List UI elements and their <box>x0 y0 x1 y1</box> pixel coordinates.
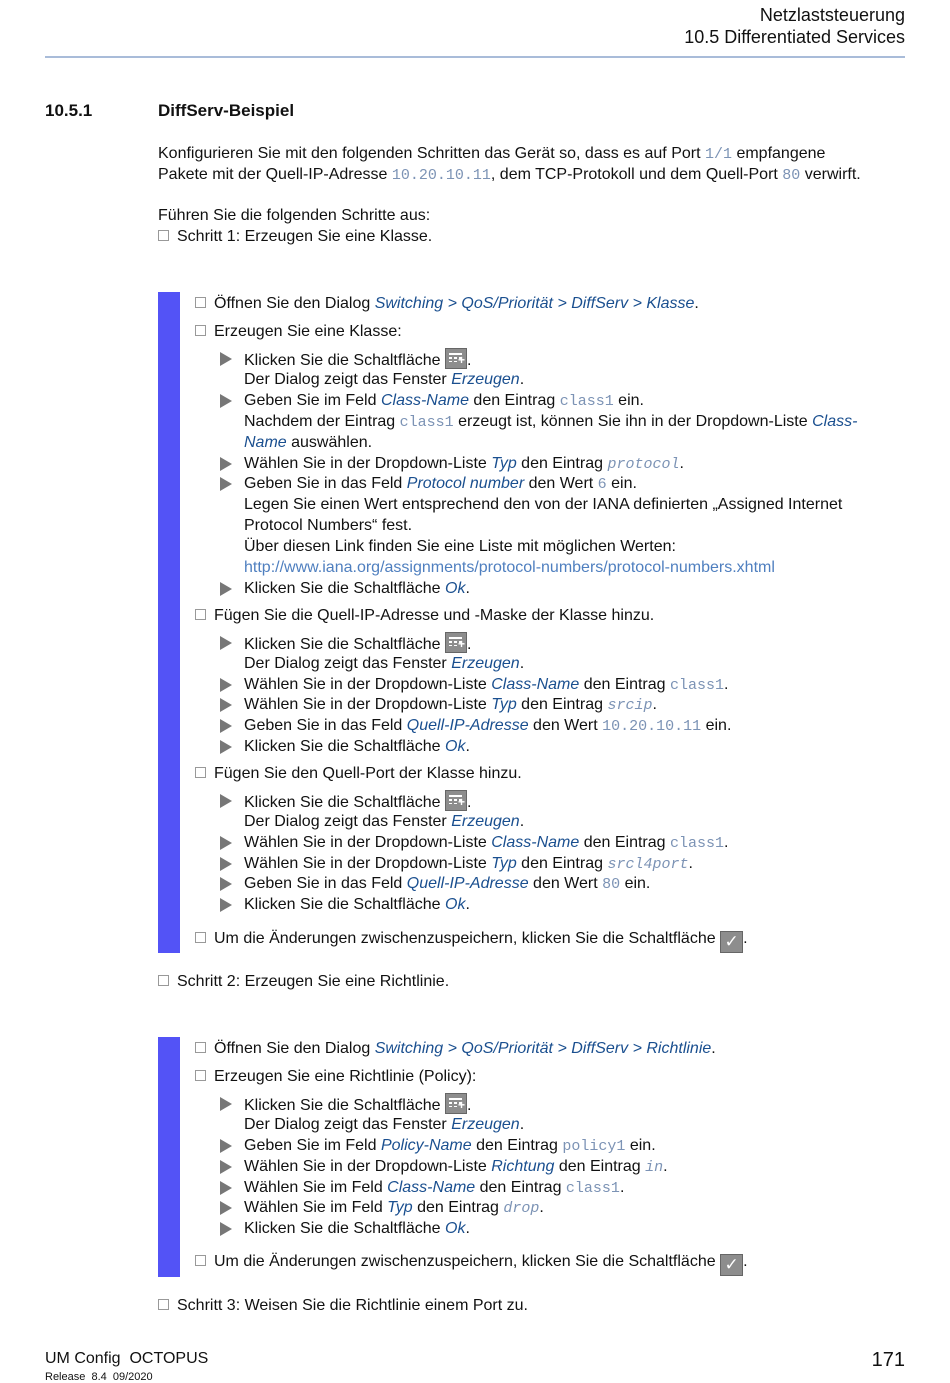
field-name: Typ <box>491 855 517 872</box>
substep-note: Der Dialog zeigt das Fenster Erzeugen. <box>244 655 525 672</box>
window-name: Erzeugen <box>451 1116 520 1133</box>
field-name: Quell-IP-Adresse <box>406 875 529 892</box>
text: ein. <box>701 717 732 734</box>
text: den Eintrag <box>475 1179 566 1196</box>
steps-intro: Führen Sie die folgenden Schritte aus: <box>158 207 431 224</box>
text: Geben Sie im Feld <box>244 1137 381 1154</box>
value: class1 <box>399 414 454 431</box>
field-name: Richtung <box>491 1158 555 1175</box>
arrow-icon <box>220 1201 232 1215</box>
field-name: Class-Name <box>491 676 580 693</box>
substep: Klicken Sie die Schaltfläche Ok. <box>220 736 470 757</box>
text: Um die Änderungen zwischenzuspeichern, klicken Sie die Schaltfläche <box>214 1253 721 1270</box>
text: Öffnen Sie den Dialog <box>214 295 375 312</box>
create-table-icon <box>445 348 467 369</box>
value: drop <box>503 1200 540 1217</box>
text: ein. <box>613 392 644 409</box>
header-section: 10.5 Differentiated Services <box>684 27 905 47</box>
checkbox-icon <box>195 1070 206 1081</box>
substep-note: Protocol Numbers“ fest. <box>244 517 413 534</box>
field-name: Class- <box>812 413 858 430</box>
window-name: Erzeugen <box>451 813 520 830</box>
dialog-path: Switching > QoS/Priorität > DiffServ > Klasse <box>374 295 695 312</box>
srcport-value: 80 <box>782 167 801 184</box>
substep: Klicken Sie die Schaltfläche +. <box>220 1093 471 1116</box>
arrow-icon <box>220 857 232 871</box>
substep-note: Der Dialog zeigt das Fenster Erzeugen. <box>244 813 525 830</box>
button-name: Ok <box>445 1220 466 1237</box>
header-chapter: Netzlaststeuerung <box>759 5 905 25</box>
value: 80 <box>602 876 621 893</box>
value: protocol <box>607 456 680 473</box>
arrow-icon <box>220 1160 232 1174</box>
text: Der Dialog zeigt das Fenster <box>244 1116 452 1133</box>
text: Klicken Sie die Schaltfläche <box>244 636 445 653</box>
open-dialog-class: Öffnen Sie den Dialog Switching > QoS/Priorität > DiffServ > Klasse. <box>195 293 699 314</box>
arrow-icon <box>220 394 232 408</box>
button-name: Ok <box>445 896 466 913</box>
substep: Klicken Sie die Schaltfläche Ok. <box>220 1218 470 1239</box>
value: srcl4port <box>607 856 689 873</box>
text: Wählen Sie in der Dropdown-Liste <box>244 1158 492 1175</box>
arrow-icon <box>220 898 232 912</box>
substep <box>220 390 644 412</box>
field-name: Typ <box>491 696 517 713</box>
arrow-icon <box>220 1222 232 1236</box>
field-name: Name <box>244 434 287 451</box>
substep: Klicken Sie die Schaltfläche +. <box>220 632 471 655</box>
text: den Eintrag <box>579 834 670 851</box>
text: Wählen Sie im Feld <box>244 1199 388 1216</box>
substep-note <box>244 432 372 453</box>
header-divider <box>45 56 905 58</box>
intro-line-2 <box>158 164 861 186</box>
text: Fügen Sie die Quell-IP-Adresse und -Maske der Klasse hinzu. <box>214 607 655 624</box>
intro-line-1 <box>158 143 825 165</box>
step-label: Schritt 2: Erzeugen Sie eine Richtlinie. <box>177 973 450 990</box>
arrow-icon <box>220 1181 232 1195</box>
button-name: Ok <box>445 580 466 597</box>
substep-note: Legen Sie einen Wert entsprechend den von der IANA definierten „Assigned Internet <box>244 496 843 513</box>
arrow-icon <box>220 719 232 733</box>
text: Klicken Sie die Schaltfläche <box>244 1097 445 1114</box>
text: ein. <box>606 475 637 492</box>
checkbox-icon <box>158 230 169 241</box>
create-table-icon <box>445 1093 467 1114</box>
substep-note: Der Dialog zeigt das Fenster Erzeugen. <box>244 1116 525 1133</box>
intro-text: Pakete mit der Quell-IP-Adresse <box>158 166 392 183</box>
field-name: Policy-Name <box>380 1137 472 1154</box>
ip-value: 10.20.10.11 <box>391 167 491 184</box>
checkmark-icon: ✓ <box>720 931 743 953</box>
text: Um die Änderungen zwischenzuspeichern, klicken Sie die Schaltfläche <box>214 930 721 947</box>
text: auswählen. <box>286 434 373 451</box>
step-1 <box>158 226 432 247</box>
text: erzeugt ist, können Sie ihn in der Dropdown-Liste <box>453 413 813 430</box>
checkbox-icon <box>195 1255 206 1266</box>
arrow-icon <box>220 740 232 754</box>
checkbox-icon <box>195 932 206 943</box>
text: Öffnen Sie den Dialog <box>214 1040 375 1057</box>
text: Nachdem der Eintrag <box>244 413 400 430</box>
value: 10.20.10.11 <box>602 718 702 735</box>
page-number: 171 <box>871 1349 905 1371</box>
field-name: Typ <box>491 455 517 472</box>
value: in <box>645 1159 664 1176</box>
intro-text: Konfigurieren Sie mit den folgenden Schritten das Gerät so, dass es auf Port <box>158 145 705 162</box>
arrow-icon <box>220 1139 232 1153</box>
substep: Wählen Sie in der Dropdown-Liste Typ den Eintrag protocol. <box>220 453 684 475</box>
text: den Eintrag <box>516 696 608 713</box>
value: class1 <box>669 677 724 694</box>
arrow-icon <box>220 1097 232 1111</box>
text: Wählen Sie im Feld <box>244 1179 388 1196</box>
checkbox-icon <box>195 325 206 336</box>
text: Klicken Sie die Schaltfläche <box>244 794 445 811</box>
port-value: 1/1 <box>704 146 732 163</box>
text: Erzeugen Sie eine Klasse: <box>214 323 402 340</box>
arrow-icon <box>220 698 232 712</box>
text: Klicken Sie die Schaltfläche <box>244 580 445 597</box>
substep: Wählen Sie im Feld Typ den Eintrag drop. <box>220 1197 544 1219</box>
instruction-bar <box>158 1037 180 1277</box>
iana-link[interactable]: http://www.iana.org/assignments/protocol-numbers/protocol-numbers.xhtml <box>244 559 775 576</box>
field-name: Protocol number <box>406 475 525 492</box>
value: class1 <box>565 1180 620 1197</box>
text: Der Dialog zeigt das Fenster <box>244 813 452 830</box>
step-label: Schritt 1: Erzeugen Sie eine Klasse. <box>177 228 433 245</box>
footer-manual: UM Config OCTOPUS <box>45 1350 209 1367</box>
text: den Wert <box>528 875 603 892</box>
checkbox-icon <box>195 1042 206 1053</box>
create-policy <box>195 1066 476 1087</box>
text: Geben Sie in das Feld <box>244 717 407 734</box>
add-source-port <box>195 763 522 784</box>
checkbox-icon <box>195 609 206 620</box>
dialog-path: Switching > QoS/Priorität > DiffServ > Richtlinie <box>374 1040 712 1057</box>
text: den Eintrag <box>554 1158 646 1175</box>
create-class <box>195 321 402 342</box>
text: ein. <box>625 1137 656 1154</box>
text: Erzeugen Sie eine Richtlinie (Policy): <box>214 1068 477 1085</box>
arrow-icon <box>220 678 232 692</box>
step-2 <box>158 971 449 992</box>
text: den Eintrag <box>412 1199 504 1216</box>
arrow-icon <box>220 477 232 491</box>
checkbox-icon <box>195 767 206 778</box>
value: policy1 <box>562 1138 626 1155</box>
text: Klicken Sie die Schaltfläche <box>244 896 445 913</box>
substep <box>220 873 650 895</box>
text: Klicken Sie die Schaltfläche <box>244 352 445 369</box>
substep: Wählen Sie in der Dropdown-Liste Class-Name den Eintrag class1. <box>220 832 728 854</box>
window-name: Erzeugen <box>451 655 520 672</box>
arrow-icon <box>220 582 232 596</box>
arrow-icon <box>220 457 232 471</box>
text: den Eintrag <box>516 455 608 472</box>
save-changes: Um die Änderungen zwischenzuspeichern, klicken Sie die Schaltfläche ✓ . <box>195 1251 748 1276</box>
field-name: Class-Name <box>380 392 469 409</box>
substep: Wählen Sie im Feld Class-Name den Eintrag class1. <box>220 1177 624 1199</box>
text: den Eintrag <box>579 676 670 693</box>
text: Klicken Sie die Schaltfläche <box>244 1220 445 1237</box>
substep: Klicken Sie die Schaltfläche +. <box>220 348 471 371</box>
save-changes: Um die Änderungen zwischenzuspeichern, klicken Sie die Schaltfläche ✓ . <box>195 928 748 953</box>
substep-note: Der Dialog zeigt das Fenster Erzeugen. <box>244 371 525 388</box>
section-title: DiffServ-Beispiel <box>158 101 295 120</box>
value: class1 <box>669 835 724 852</box>
text: den Eintrag <box>468 392 560 409</box>
text: den Eintrag <box>516 855 608 872</box>
text: Fügen Sie den Quell-Port der Klasse hinzu. <box>214 765 522 782</box>
substep <box>220 715 731 737</box>
checkbox-icon <box>158 1299 169 1310</box>
text: Klicken Sie die Schaltfläche <box>244 738 445 755</box>
intro-text: , dem TCP-Protokoll und dem Quell-Port <box>490 166 783 183</box>
create-table-icon <box>445 632 467 653</box>
text: den Wert <box>524 475 598 492</box>
substep: Klicken Sie die Schaltfläche Ok. <box>220 894 470 915</box>
substep: Wählen Sie in der Dropdown-Liste Typ den Eintrag srcip. <box>220 694 657 716</box>
text: ein. <box>620 875 651 892</box>
field-name: Typ <box>387 1199 413 1216</box>
section-number: 10.5.1 <box>45 101 93 120</box>
substep: Wählen Sie in der Dropdown-Liste Typ den Eintrag srcl4port. <box>220 853 693 875</box>
intro-text: empfangene <box>732 145 826 162</box>
field-name: Class-Name <box>491 834 580 851</box>
value: srcip <box>607 697 653 714</box>
step-3 <box>158 1295 528 1316</box>
arrow-icon <box>220 636 232 650</box>
button-name: Ok <box>445 738 466 755</box>
instruction-bar <box>158 292 180 953</box>
text: den Eintrag <box>471 1137 563 1154</box>
text: Wählen Sie in der Dropdown-Liste <box>244 696 492 713</box>
substep: Wählen Sie in der Dropdown-Liste Class-Name den Eintrag class1. <box>220 674 728 696</box>
create-table-icon <box>445 790 467 811</box>
substep-note: Über diesen Link finden Sie eine Liste mit möglichen Werten: <box>244 538 676 555</box>
substep: Klicken Sie die Schaltfläche Ok. <box>220 578 470 599</box>
window-name: Erzeugen <box>451 371 520 388</box>
substep <box>220 1135 656 1157</box>
text: Wählen Sie in der Dropdown-Liste <box>244 676 492 693</box>
text: Geben Sie in das Feld <box>244 475 407 492</box>
substep: Wählen Sie in der Dropdown-Liste Richtung den Eintrag in. <box>220 1156 668 1178</box>
arrow-icon <box>220 836 232 850</box>
open-dialog-policy: Öffnen Sie den Dialog Switching > QoS/Priorität > DiffServ > Richtlinie. <box>195 1038 716 1059</box>
substep <box>220 473 637 495</box>
field-name: Class-Name <box>387 1179 476 1196</box>
text: Wählen Sie in der Dropdown-Liste <box>244 855 492 872</box>
value: 6 <box>597 476 607 493</box>
arrow-icon <box>220 877 232 891</box>
text: Der Dialog zeigt das Fenster <box>244 371 452 388</box>
text: Geben Sie in das Feld <box>244 875 407 892</box>
arrow-icon <box>220 794 232 808</box>
text: Geben Sie im Feld <box>244 392 381 409</box>
step-label: Schritt 3: Weisen Sie die Richtlinie einem Port zu. <box>177 1297 528 1314</box>
text: Der Dialog zeigt das Fenster <box>244 655 452 672</box>
footer-release: Release 8.4 09/2020 <box>45 1371 153 1383</box>
value: class1 <box>559 393 614 410</box>
checkbox-icon <box>195 297 206 308</box>
arrow-icon <box>220 352 232 366</box>
field-name: Quell-IP-Adresse <box>406 717 529 734</box>
checkbox-icon <box>158 975 169 986</box>
intro-text: verwirft. <box>800 166 861 183</box>
text: Wählen Sie in der Dropdown-Liste <box>244 834 492 851</box>
text: Wählen Sie in der Dropdown-Liste <box>244 455 492 472</box>
substep: Klicken Sie die Schaltfläche +. <box>220 790 471 813</box>
checkmark-icon: ✓ <box>720 1254 743 1276</box>
substep-note <box>244 411 857 433</box>
text: den Wert <box>528 717 603 734</box>
add-source-ip <box>195 605 654 626</box>
